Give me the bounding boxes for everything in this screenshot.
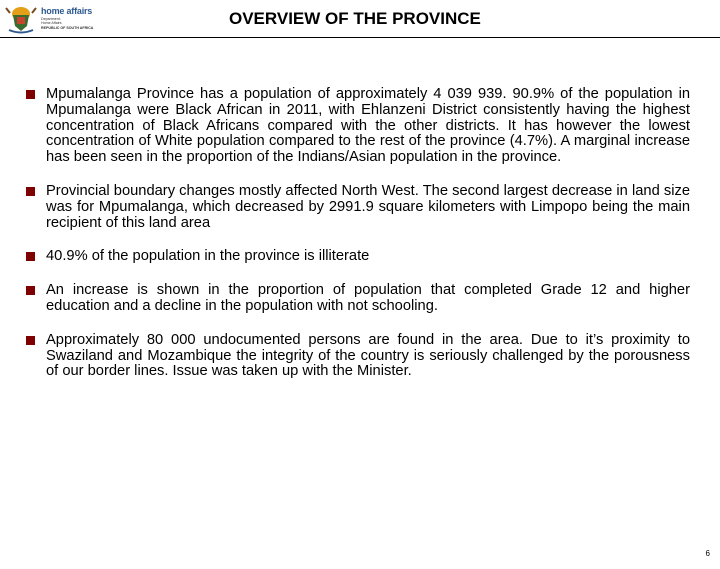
bullet-text: Mpumalanga Province has a population of approximately 4 039 939. 90.9% of the population in Mpumalanga were Black African in 2011, with Ehlanzeni District consistently having the highest concentration of Black Africans compared with the other districts. It has however the lowest concentration of White population compared to the rest of the province (4.7%). A marginal increase has been seen in the proportion of the Indians/Asian population in the province. <box>46 86 690 166</box>
square-bullet-icon <box>26 187 35 196</box>
logo-brand-text: home affairs <box>41 6 93 16</box>
bullet-item <box>25 333 690 380</box>
page-number: 6 <box>705 549 710 558</box>
square-bullet-icon <box>26 90 35 99</box>
bullet-text: An increase is shown in the proportion of population that completed Grade 12 and higher education and a decline in the population with not schooling. <box>46 282 690 314</box>
bullet-text: Provincial boundary changes mostly affected North West. The second largest decrease in land size was for Mpumalanga, which decreased by 2991.9 square kilometers with Limpopo being the main recipient of this land area <box>46 182 690 231</box>
bullet-list <box>25 87 690 380</box>
square-bullet-icon <box>26 286 35 295</box>
coat-of-arms-icon <box>4 4 38 34</box>
logo-department-label: Department: <box>41 17 61 21</box>
bullet-item <box>25 184 690 231</box>
logo-country: REPUBLIC OF SOUTH AFRICA <box>41 25 94 30</box>
square-bullet-icon <box>26 252 35 261</box>
bullet-item <box>25 249 690 265</box>
square-bullet-icon <box>26 336 35 345</box>
bullet-text: 40.9% of the population in the province is illiterate <box>46 248 370 265</box>
page-title: OVERVIEW OF THE PROVINCE <box>229 9 481 28</box>
bullet-item <box>25 283 690 315</box>
bullet-text: Approximately 80 000 undocumented persons are found in the area. Due to it’s proximity to Swaziland and Mozambique the integrity of the country is seriously challenged by the porousness of our border lines. Issue was taken up with the Minister. <box>46 331 690 380</box>
logo-department-name: Home Affairs <box>41 21 62 25</box>
header-divider <box>0 37 720 38</box>
home-affairs-logo <box>4 4 114 34</box>
bullet-item <box>25 87 690 166</box>
